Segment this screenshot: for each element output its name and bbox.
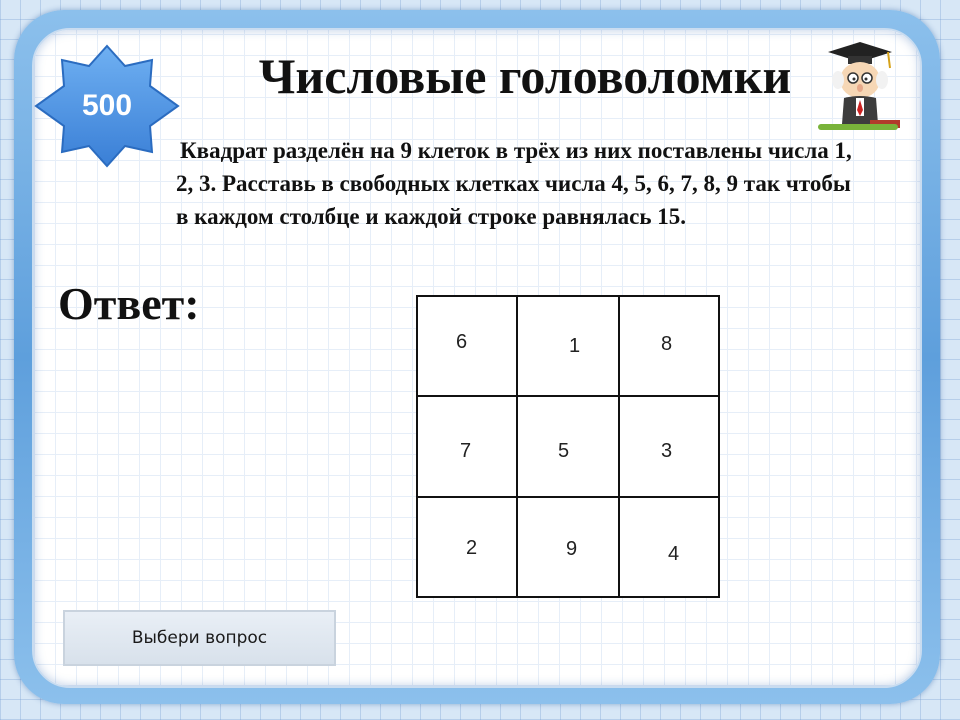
grid-divider xyxy=(618,297,620,596)
grid-cell-r2c3: 3 xyxy=(661,440,673,462)
question-text: Квадрат разделён на 9 клеток в трёх из них поставлены числа 1, 2, 3. Расставь в свободных клетках числа 4, 5, 6, 7, 8, 9 так чтобы в каждом столбце и каждой строке равнялась 15. xyxy=(176,138,852,229)
grid-divider xyxy=(418,496,718,498)
choose-question-button[interactable]: Выбери вопрос xyxy=(63,610,336,666)
page-title: Числовые головоломки xyxy=(258,48,792,104)
answer-label: Ответ: xyxy=(58,278,200,329)
points-value: 500 xyxy=(81,89,133,122)
grid-cell-r2c2: 5 xyxy=(558,440,570,462)
grid-cell-r1c2: 1 xyxy=(569,335,581,357)
grid-cell-r1c1: 6 xyxy=(456,331,468,353)
points-badge xyxy=(34,44,180,168)
grid-cell-r2c1: 7 xyxy=(460,440,472,462)
professor-mascot-icon xyxy=(808,38,908,138)
grid-cell-r1c3: 8 xyxy=(661,333,673,355)
magic-square-grid xyxy=(416,295,720,598)
grid-cell-r3c3: 4 xyxy=(668,543,680,565)
mascot xyxy=(808,38,908,138)
grid-cell-r3c2: 9 xyxy=(566,538,578,560)
grid-divider xyxy=(418,395,718,397)
grid-divider xyxy=(516,297,518,596)
grid-cell-r3c1: 2 xyxy=(466,537,478,559)
